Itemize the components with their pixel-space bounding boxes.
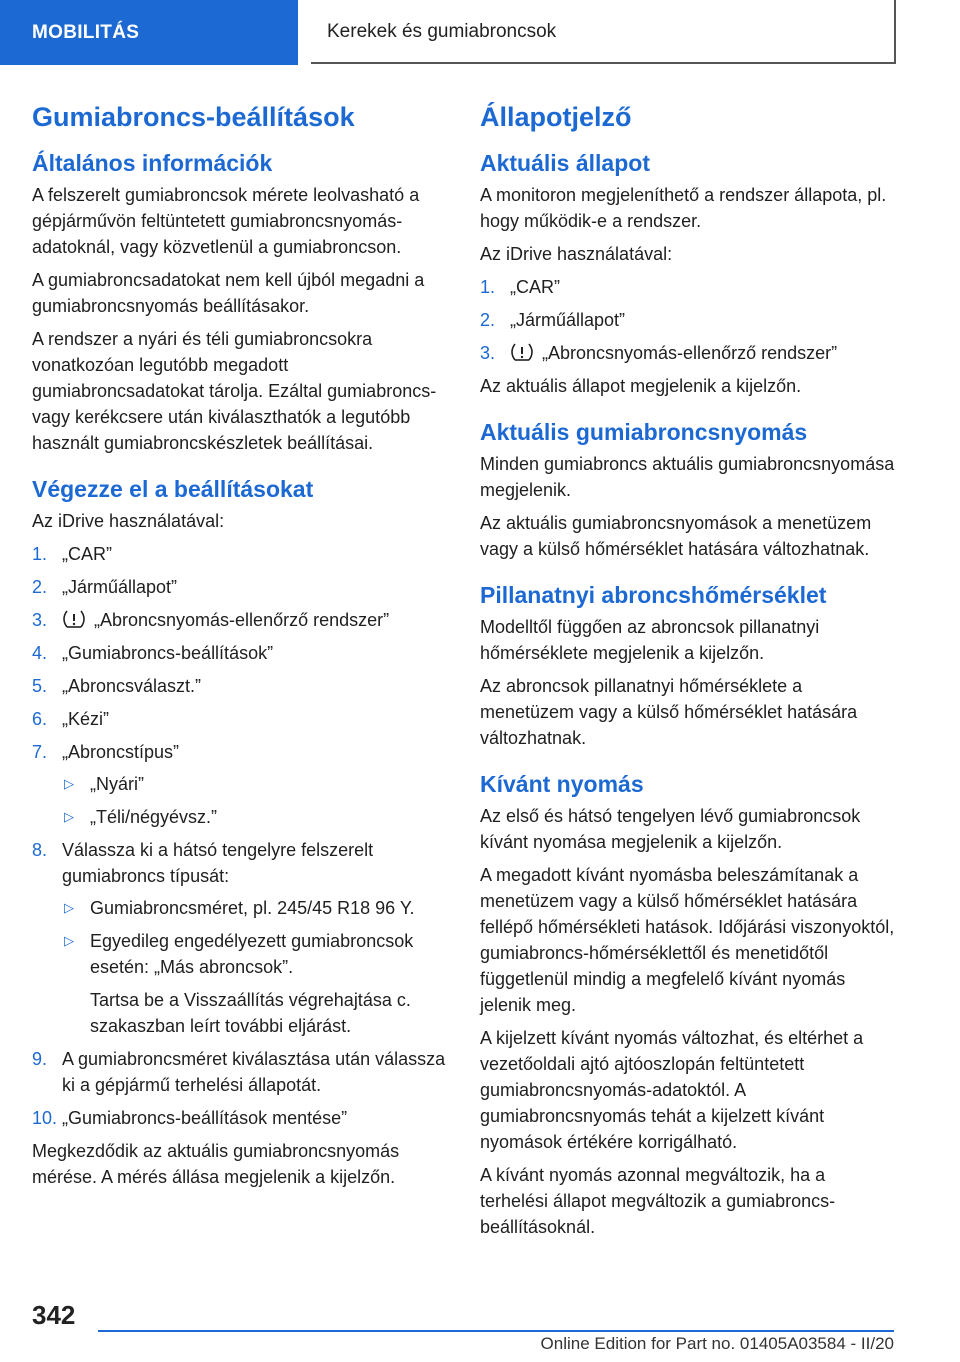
step-text: „Abroncstípus” <box>62 742 180 762</box>
tire-pressure-warning-icon <box>62 608 86 630</box>
step-text: „Járműállapot” <box>510 310 626 330</box>
sub-list-item <box>62 928 448 1039</box>
step-text: „Abroncsnyomás-ellenőrző rendszer” <box>94 610 390 630</box>
current-pressure-heading: Aktuális gumiabroncsnyomás <box>480 419 808 445</box>
list-item <box>480 340 896 366</box>
sub-list-item <box>62 895 448 921</box>
list-item <box>32 706 448 732</box>
page-number: 342 <box>32 1300 76 1330</box>
right-column <box>480 100 896 1247</box>
step-text: „Abroncsválaszt.” <box>62 676 202 696</box>
chapter-header <box>311 0 896 64</box>
general-paragraph-2: A gumiabroncsadatokat nem kell újból megadni a gumiabroncsnyomás beállításakor. <box>32 270 425 316</box>
list-item <box>32 541 448 567</box>
sub-list <box>62 771 448 830</box>
temperature-paragraph-2: Az abroncsok pillanatnyi hőmérséklete a menetüzem vagy a külső hőmérséklet hatására változhatnak. <box>480 676 858 748</box>
step-number: 6. <box>32 709 48 729</box>
target-paragraph-2: A megadott kívánt nyomásba beleszámítanak a menetüzem vagy a külső hőmérséklet hatására fellépő hőmérsékleti hatások. Időjárási viszonyoktól, gumiabroncs-hőmérséklettől és menetidőtől függetlenül mindig a megfelelő kívánt nyomás jelenik meg. <box>480 865 895 1015</box>
triangle-bullet-icon: ▷ <box>64 809 74 824</box>
sub-item-text: Egyedileg engedélyezett gumiabroncsok esetén: „Más abroncsok”. <box>90 931 414 977</box>
step-text: „CAR” <box>62 544 112 564</box>
tire-pressure-warning-icon <box>510 341 534 363</box>
settings-steps <box>32 541 448 1131</box>
list-item <box>32 607 448 633</box>
step-number: 2. <box>480 310 496 330</box>
settings-heading: Végezze el a beállításokat <box>32 476 314 502</box>
step-number: 8. <box>32 840 48 860</box>
list-item <box>32 640 448 666</box>
triangle-bullet-icon: ▷ <box>64 900 74 915</box>
step-text: „Gumiabroncs-beállítások mentése” <box>62 1108 348 1128</box>
step-number: 3. <box>480 343 496 363</box>
list-item <box>32 837 448 1039</box>
triangle-bullet-icon: ▷ <box>64 776 74 791</box>
list-item <box>480 274 896 300</box>
step-number: 10. <box>32 1108 58 1128</box>
step-text: A gumiabroncsméret kiválasztása után válassza ki a gépjármű terhelési állapotát. <box>62 1049 446 1095</box>
step-number: 9. <box>32 1049 48 1069</box>
step-text: „Kézi” <box>62 709 110 729</box>
step-number: 3. <box>32 610 48 630</box>
temperature-paragraph-1: Modelltől függően az abroncsok pillanatnyi hőmérséklete megjelenik a kijelzőn. <box>480 617 820 663</box>
footer-divider <box>98 1330 894 1332</box>
tire-temperature-heading: Pillanatnyi abroncshőmérséklet <box>480 582 827 608</box>
status-steps <box>480 274 896 366</box>
general-paragraph-1: A felszerelt gumiabroncsok mérete leolvasható a gépjárművön feltüntetett gumiabroncsnyomás-adatoknál, vagy közvetlenül a gumiabroncson. <box>32 185 420 257</box>
list-item <box>32 1105 448 1131</box>
sub-item-text: Gumiabroncsméret, pl. 245/45 R18 96 Y. <box>90 898 415 918</box>
sub-item-note: Tartsa be a Visszaállítás végrehajtása c. szakaszban leírt további eljárást. <box>90 990 411 1036</box>
step-text: Válassza ki a hátsó tengelyre felszerelt gumiabroncs típusát: <box>62 840 374 886</box>
status-paragraph-2: Az aktuális állapot megjelenik a kijelzőn. <box>480 376 802 396</box>
general-paragraph-3: A rendszer a nyári és téli gumiabroncsokra vonatkozóan legutóbb megadott gumiabroncsadatokat tárolja. Ezáltal gumiabroncs- vagy kerékcsere után kiválaszthatók a legutóbb használt gumiabroncskészletek beállításai. <box>32 329 437 453</box>
step-text: „CAR” <box>510 277 560 297</box>
step-number: 1. <box>480 277 496 297</box>
step-text: „Járműállapot” <box>62 577 178 597</box>
sub-item-text: „Téli/négyévsz.” <box>90 807 218 827</box>
closing-paragraph: Megkezdődik az aktuális gumiabroncsnyomás mérése. A mérés állása megjelenik a kijelzőn. <box>32 1141 400 1187</box>
list-item <box>32 1046 448 1098</box>
target-paragraph-4: A kívánt nyomás azonnal megváltozik, ha a terhelési állapot megváltozik a gumiabroncs-beállításoknál. <box>480 1165 836 1237</box>
status-paragraph-1: A monitoron megjeleníthető a rendszer állapota, pl. hogy működik-e a rendszer. <box>480 185 887 231</box>
target-paragraph-3: A kijelzett kívánt nyomás változhat, és eltérhet a vezetőoldali ajtó ajtóoszlopán feltüntetett gumiabroncsnyomás-adatoktól. A gumiabroncsnyomás tehát a kijelzett kívánt nyomások értékére korrigálható. <box>480 1028 864 1152</box>
target-pressure-heading: Kívánt nyomás <box>480 771 644 797</box>
step-text: „Abroncsnyomás-ellenőrző rendszer” <box>542 343 838 363</box>
list-item <box>32 673 448 699</box>
pressure-paragraph-1: Minden gumiabroncs aktuális gumiabroncsnyomása megjelenik. <box>480 454 895 500</box>
step-number: 1. <box>32 544 48 564</box>
sub-list-item <box>62 771 448 797</box>
edition-text: Online Edition for Part no. 01405A03584 - II/20 <box>540 1334 894 1353</box>
list-item <box>480 307 896 333</box>
step-number: 4. <box>32 643 48 663</box>
section-label: MOBILITÁS <box>32 22 140 43</box>
list-item <box>32 574 448 600</box>
sub-list <box>62 895 448 1039</box>
triangle-bullet-icon: ▷ <box>64 933 74 948</box>
sub-list-item <box>62 804 448 830</box>
step-number: 5. <box>32 676 48 696</box>
current-status-heading: Aktuális állapot <box>480 150 650 176</box>
status-intro: Az iDrive használatával: <box>480 244 673 264</box>
list-item <box>32 739 448 830</box>
section-tab <box>0 0 298 65</box>
target-paragraph-1: Az első és hátsó tengelyen lévő gumiabroncsok kívánt nyomása megjelenik a kijelzőn. <box>480 806 861 852</box>
step-text: „Gumiabroncs-beállítások” <box>62 643 274 663</box>
page-title: Gumiabroncs-beállítások <box>32 102 355 132</box>
settings-intro: Az iDrive használatával: <box>32 511 225 531</box>
left-column <box>32 100 448 1197</box>
step-number: 7. <box>32 742 48 762</box>
status-title: Állapotjelző <box>480 102 632 132</box>
sub-item-text: „Nyári” <box>90 774 144 794</box>
chapter-label: Kerekek és gumiabroncsok <box>327 21 557 42</box>
pressure-paragraph-2: Az aktuális gumiabroncsnyomások a menetüzem vagy a külső hőmérséklet hatására változhatnak. <box>480 513 872 559</box>
step-number: 2. <box>32 577 48 597</box>
general-heading: Általános információk <box>32 150 273 176</box>
